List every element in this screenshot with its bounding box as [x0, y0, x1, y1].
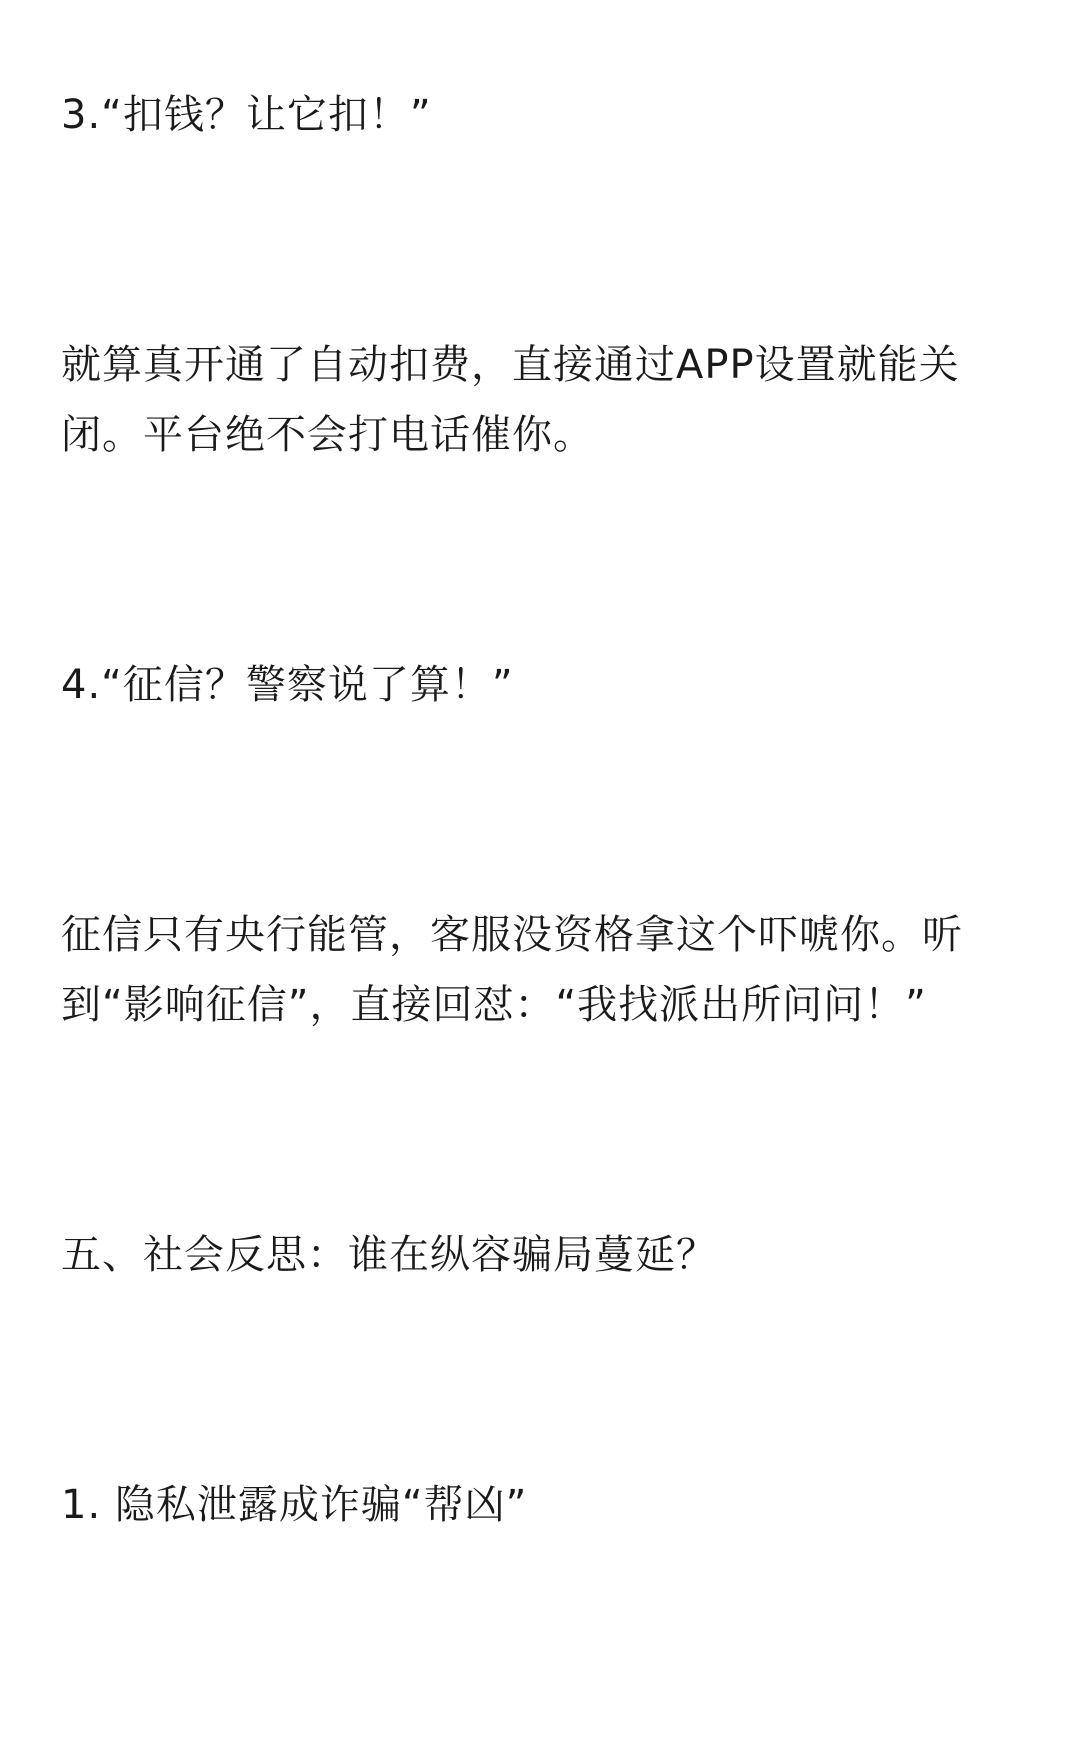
list-heading-3: 3.“扣钱？让它扣！”: [61, 92, 432, 138]
paragraph-credit-report: 征信只有央行能管，客服没资格拿这个吓唬你。听到“影响征信”，直接回怼：“我找派出所问问！”: [61, 912, 963, 1028]
section-heading-5: 五、社会反思：谁在纵容骗局蔓延？: [61, 1232, 717, 1278]
list-heading-4: 4.“征信？警察说了算！”: [61, 662, 514, 708]
paragraph-auto-deduction: 就算真开通了自动扣费，直接通过APP设置就能关闭。平台绝不会打电话催你。: [61, 342, 960, 458]
list-heading-1: 1. 隐私泄露成诈骗“帮凶”: [61, 1482, 528, 1528]
